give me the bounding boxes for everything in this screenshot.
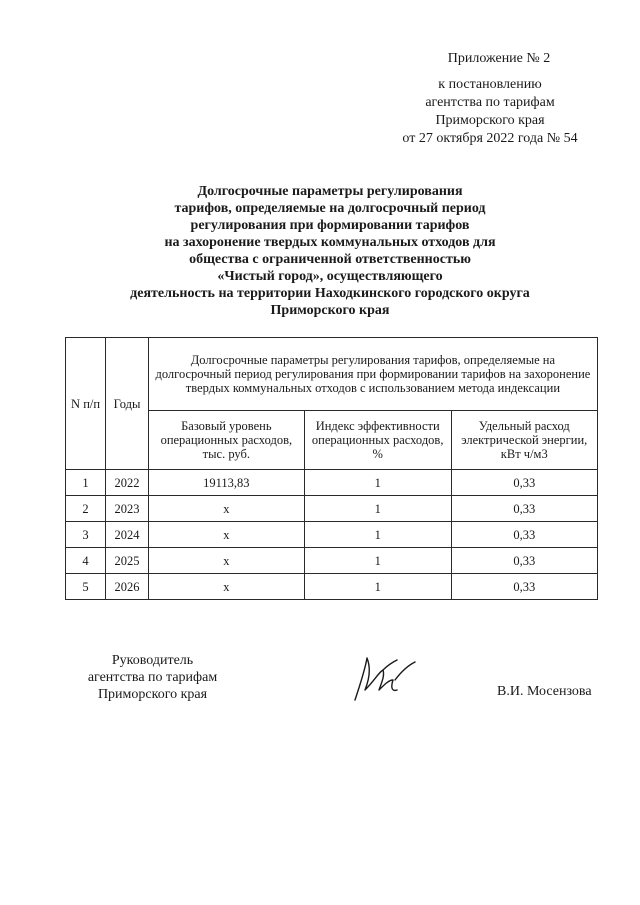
table-row xyxy=(66,574,598,600)
header-number: N п/п xyxy=(66,338,106,470)
table-row xyxy=(66,522,598,548)
cell-number: 4 xyxy=(66,548,106,574)
title-line: общества с ограниченной ответственностью xyxy=(189,252,471,267)
cell-energy: 0,33 xyxy=(451,496,597,522)
appendix-line: от 27 октября 2022 года № 54 xyxy=(402,131,578,146)
title-line: Приморского края xyxy=(270,303,390,318)
cell-year: 2025 xyxy=(106,548,149,574)
cell-year: 2023 xyxy=(106,496,149,522)
position-line: Руководитель xyxy=(111,653,194,668)
appendix-line: Приморского края xyxy=(435,113,545,128)
cell-base: 19113,83 xyxy=(148,470,304,496)
header-energy-consumption: Удельный расход электрической энергии, кВт ч/м3 xyxy=(451,411,597,470)
cell-base: x xyxy=(148,496,304,522)
table-row xyxy=(66,496,598,522)
cell-index: 1 xyxy=(304,574,451,600)
table-row xyxy=(66,470,598,496)
header-efficiency-index: Индекс эффективности операционных расходов, % xyxy=(304,411,451,470)
appendix-block xyxy=(360,50,620,148)
cell-year: 2026 xyxy=(106,574,149,600)
table-header-row xyxy=(66,338,598,411)
appendix-line: к постановлению xyxy=(438,77,542,92)
handwritten-signature xyxy=(345,650,435,710)
cell-number: 2 xyxy=(66,496,106,522)
cell-index: 1 xyxy=(304,496,451,522)
cell-number: 3 xyxy=(66,522,106,548)
appendix-number: Приложение № 2 xyxy=(447,51,551,66)
title-line: «Чистый город», осуществляющего xyxy=(217,269,443,284)
appendix-line: агентства по тарифам xyxy=(425,95,555,110)
cell-base: x xyxy=(148,548,304,574)
title-line: регулирования при формировании тарифов xyxy=(190,218,470,233)
cell-index: 1 xyxy=(304,548,451,574)
parameters-table xyxy=(65,337,598,600)
position-line: агентства по тарифам xyxy=(87,670,218,685)
header-base-level: Базовый уровень операционных расходов, тыс. руб. xyxy=(148,411,304,470)
title-line: деятельность на территории Находкинского городского округа xyxy=(130,286,530,301)
cell-base: x xyxy=(148,522,304,548)
signatory-position xyxy=(65,652,240,703)
cell-energy: 0,33 xyxy=(451,470,597,496)
cell-energy: 0,33 xyxy=(451,574,597,600)
cell-base: x xyxy=(148,574,304,600)
title-line: Долгосрочные параметры регулирования xyxy=(197,184,463,199)
cell-index: 1 xyxy=(304,470,451,496)
table-row xyxy=(66,548,598,574)
title-line: на захоронение твердых коммунальных отходов для xyxy=(164,235,496,250)
cell-energy: 0,33 xyxy=(451,522,597,548)
cell-index: 1 xyxy=(304,522,451,548)
cell-year: 2022 xyxy=(106,470,149,496)
title-line: тарифов, определяемые на долгосрочный период xyxy=(174,201,486,216)
document-title xyxy=(20,183,640,319)
header-group: Долгосрочные параметры регулирования тарифов, определяемые на долгосрочный период регулирования при формировании тарифов на захоронение твердых коммунальных отходов с использованием метода индексации xyxy=(148,338,597,411)
header-year: Годы xyxy=(106,338,149,470)
cell-energy: 0,33 xyxy=(451,548,597,574)
cell-number: 5 xyxy=(66,574,106,600)
signatory-name: В.И. Мосензова xyxy=(497,684,592,699)
cell-number: 1 xyxy=(66,470,106,496)
cell-year: 2024 xyxy=(106,522,149,548)
position-line: Приморского края xyxy=(97,687,208,702)
